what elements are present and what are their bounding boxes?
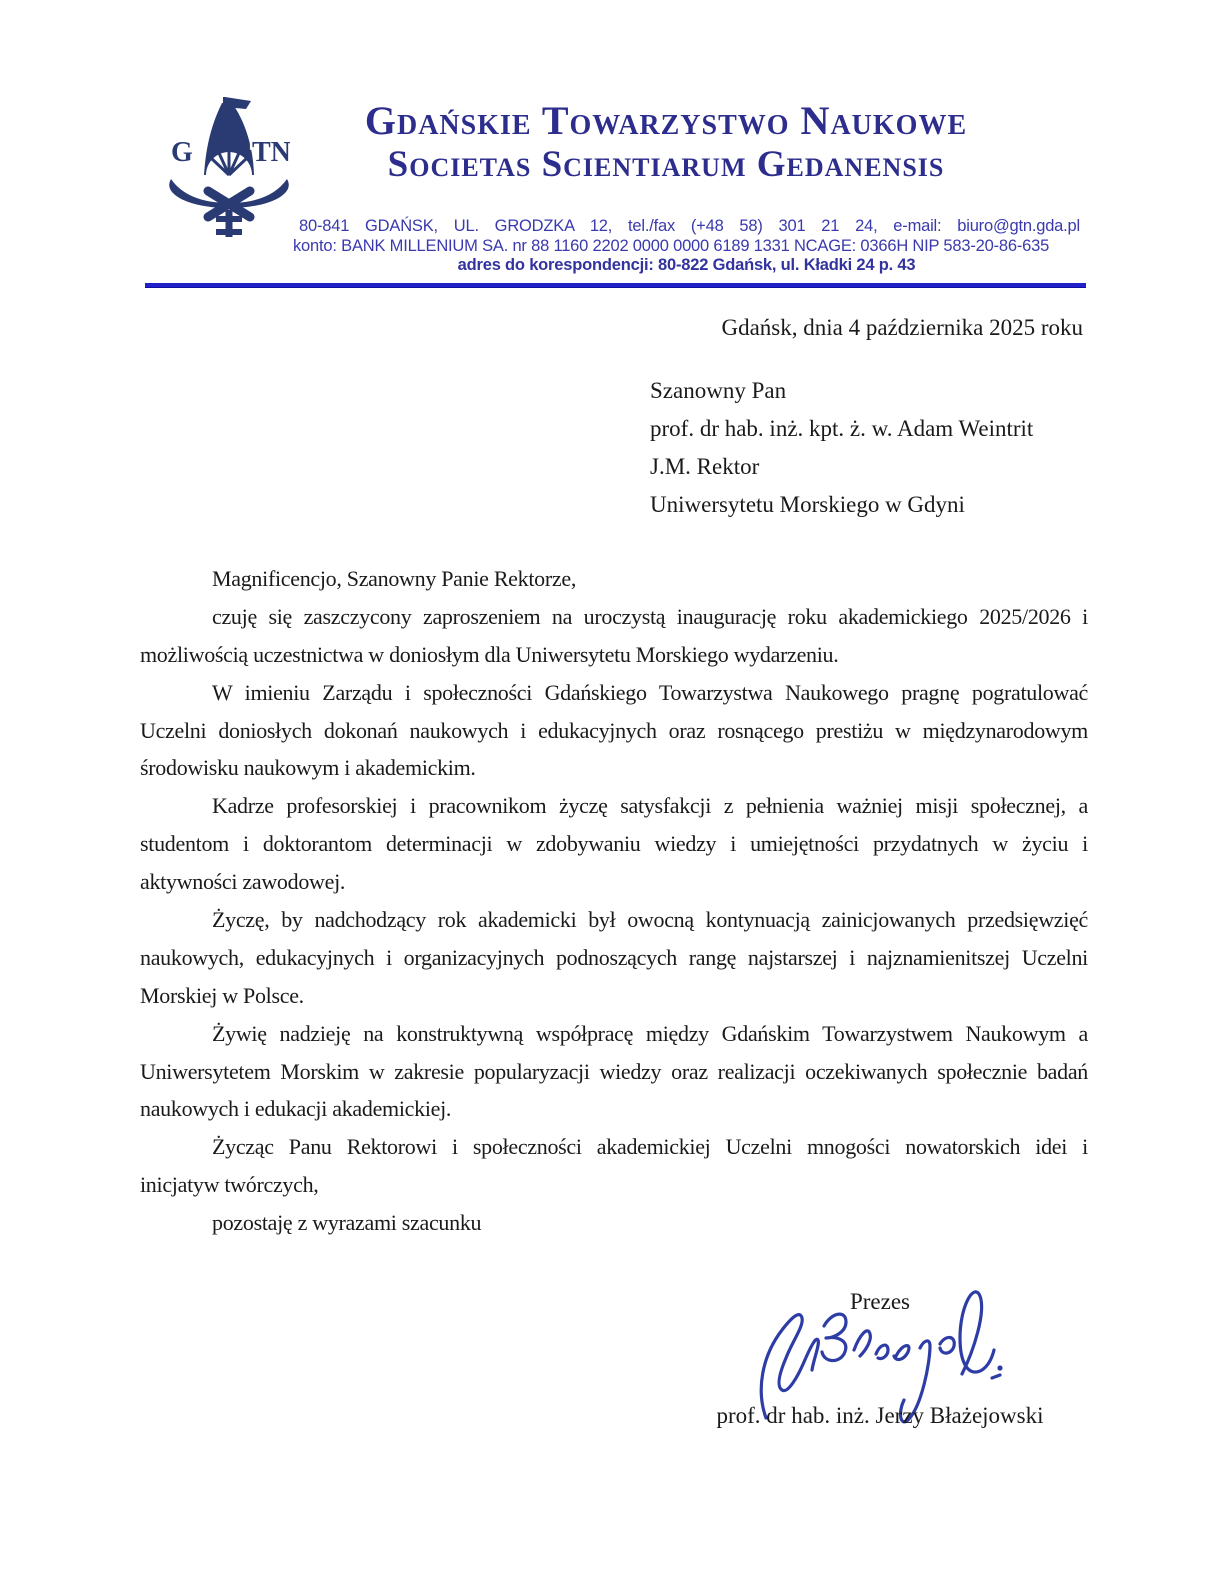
recipient-name: prof. dr hab. inż. kpt. ż. w. Adam Weintrit xyxy=(650,415,1034,441)
letterhead-account-line: konto: BANK MILLENIUM SA. nr 88 1160 2202 0000 0000 6189 1331 NCAGE: 0366H NIP 583-20-86-635 xyxy=(293,236,1050,255)
body-line: Życząc Panu Rektorowi i społeczności akademickiej Uczelni mnogości nowatorskich idei i xyxy=(212,1134,1088,1160)
logo-letter-g: G xyxy=(171,137,193,168)
closing-position-label: Prezes xyxy=(849,1289,911,1314)
letterhead-address-line: 80-841 GDAŃSK, UL. GRODZKA 12, tel./fax (+48 58) 301 21 24, e-mail: biuro@gtn.gda.pl xyxy=(299,217,1080,235)
body-line: Uczelni doniosłych dokonań naukowych i edukacyjnych oraz rosnącego prestiżu w międzynarodowym xyxy=(140,717,1088,743)
recipient-institution: Uniwersytetu Morskiego w Gdyni xyxy=(650,491,965,517)
body-line: naukowych, edukacyjnych i organizacyjnych podnoszących rangę najstarszej i najznamienitszej Uczelni xyxy=(140,944,1088,970)
date-line: Gdańsk, dnia 4 października 2025 roku xyxy=(721,315,1083,340)
body-line: Życzę, by nadchodzący rok akademicki był owocną kontynuacją zainicjowanych przedsięwzięć xyxy=(212,907,1088,933)
body-line: W imieniu Zarządu i społeczności Gdańskiego Towarzystwa Naukowego pragnę pogratulować xyxy=(212,679,1088,705)
letterhead-correspondence-line: adres do korespondencji: 80-822 Gdańsk, ul. Kładki 24 p. 43 xyxy=(457,256,916,274)
body-line: Magnificencjo, Szanowny Panie Rektorze, xyxy=(212,566,577,591)
org-name-polish: Gdańskie Towarzystwo Naukowe xyxy=(364,98,968,143)
org-name-latin: Societas Scientiarum Gedanensis xyxy=(387,144,945,185)
body-line: Uniwersytetem Morskim w zakresie popularyzacji wiedzy oraz realizacji oczekiwanych społecznie badań xyxy=(140,1058,1088,1084)
signatory-name: prof. dr hab. inż. Jerzy Błażejowski xyxy=(716,1403,1044,1428)
letterhead-divider xyxy=(145,283,1086,288)
logo-letters-tn: TN xyxy=(252,137,290,168)
body-line: aktywności zawodowej. xyxy=(140,869,346,895)
body-line: pozostaję z wyrazami szacunku xyxy=(212,1210,482,1236)
body-line: środowisku naukowym i akademickim. xyxy=(140,755,476,781)
body-line: czuję się zaszczycony zaproszeniem na uroczystą inaugurację roku akademickiego 2025/2026 i xyxy=(212,603,1088,629)
body-line: Kadrze profesorskiej i pracownikom życzę satysfakcji z pełnienia ważniej misji społecznej, a xyxy=(212,793,1088,819)
body-line: inicjatyw twórczych, xyxy=(140,1172,319,1198)
recipient-block xyxy=(650,372,1033,524)
recipient-title: J.M. Rektor xyxy=(650,453,760,479)
letter-body xyxy=(140,560,1088,1242)
body-line: studentom i doktorantom determinacji w zdobywaniu wiedzy i umiejętności przydatnych w życiu i xyxy=(140,831,1088,857)
body-line: Morskiej w Polsce. xyxy=(140,982,304,1008)
body-line: możliwością uczestnictwa w doniosłym dla Uniwersytetu Morskiego wydarzeniu. xyxy=(140,641,839,667)
body-line: Żywię nadzieję na konstruktywną współpracę między Gdańskim Towarzystwem Naukowym a xyxy=(212,1020,1088,1046)
recipient-salutation: Szanowny Pan xyxy=(650,378,787,403)
gtn-ship-logo-icon xyxy=(168,95,290,237)
body-line: naukowych i edukacji akademickiej. xyxy=(140,1096,452,1122)
